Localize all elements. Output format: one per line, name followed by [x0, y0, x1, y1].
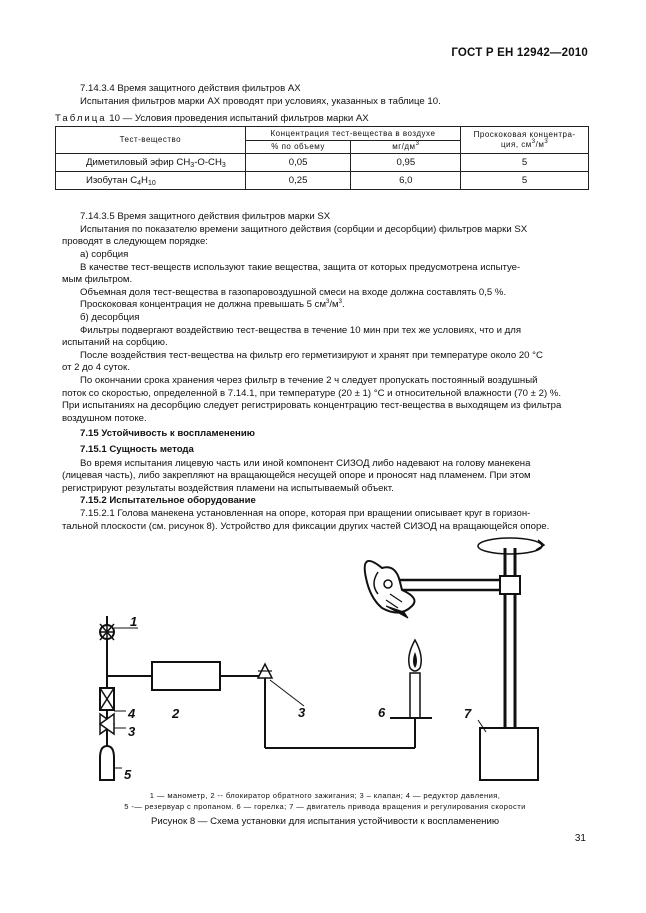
section-7-14-3-5-intro-1: Испытания по показателю времени защитного действия (сорбции и десорбции) фильтров марки SX — [80, 224, 528, 235]
section-7-14-3-5-title: 7.14.3.5 Время защитного действия фильтров марки SX — [80, 211, 331, 222]
figure-legend-line-2: 5 -— резервуар с пропаном. 6 — горелка; 7 — двигатель привода вращения и регулирования скорости — [124, 802, 526, 811]
table-row-2-percent: 0,25 — [245, 172, 351, 190]
header-breakthrough: Проскоковая концентра- ция, $см^3/м^3$ — [461, 127, 589, 154]
section-7-15-1-title: 7.15.1 Сущность метода — [80, 444, 194, 455]
label-3-valve: 3 — [128, 724, 136, 739]
after-exposure-text-1: После воздействия тест-вещества на фильтр его герметизируют и хранят при температуре около 20 °С — [80, 350, 543, 361]
section-7-15-title: 7.15 Устойчивость к воспламенению — [80, 428, 255, 439]
table-row-1-breakthrough: 5 — [461, 154, 589, 172]
page-number: 31 — [574, 833, 586, 844]
propane-tank-icon — [100, 746, 114, 780]
figure-legend — [62, 790, 588, 812]
section-7-15-2-1-text-2: тальной плоскости (см. рисунок 8). Устройство для фиксации других частей СИЗОД на вращающейся опоре. — [62, 521, 550, 532]
figure-8-diagram — [60, 528, 590, 786]
burner-icon — [390, 640, 432, 718]
gas-supply-line — [107, 616, 415, 758]
item-b-desorption: б) десорбция — [80, 312, 140, 323]
storage-text-3: При испытаниях на десорбцию следует регистрировать концентрацию тест-вещества в выходящем из фильтра — [62, 400, 562, 411]
table-row-2-breakthrough: 5 — [461, 172, 589, 190]
label-6: 6 — [378, 705, 386, 720]
document-id: ГОСТ Р ЕН 12942—2010 — [451, 47, 588, 59]
table-row-1-percent: 0,05 — [245, 154, 351, 172]
conditions-table — [55, 126, 589, 190]
section-7-14-3-5-intro-2: проводят в следующем порядке: — [62, 236, 208, 247]
label-3-arrestor: 3 — [298, 705, 306, 720]
table-caption-word: Таблица — [55, 113, 107, 124]
section-7-15-2-1-text-1: 7.15.2.1 Голова манекена установленная на опоре, которая при вращении описывает круг в горизон- — [80, 508, 531, 519]
table-row-1-mg: 0,95 — [351, 154, 461, 172]
label-1: 1 — [130, 614, 138, 629]
table-row-1-substance: Диметиловый эфир $СН_3-О-СН_3$ — [56, 154, 246, 172]
table-row-2-substance: Изобутан $С_4Н_{10}$ — [56, 172, 246, 190]
table-caption — [55, 113, 369, 125]
figure-legend-line-1: 1 — манометр, 2 -- блокиратор обратного зажигания; 3 – клапан; 4 — редуктор давления, — [149, 791, 501, 800]
header-test-substance: Тест-вещество — [56, 127, 246, 154]
figure-caption: Рисунок 8 — Схема установки для испытания устойчивости к воспламенению — [150, 816, 500, 827]
section-7-15-2-title: 7.15.2 Испытательное оборудование — [80, 495, 256, 506]
section-7-15-1-text-1: Во время испытания лицевую часть или иной компонент СИЗОД либо надевают на голову манекена — [80, 458, 531, 469]
item-b-text-1: Фильтры подвергают воздействию тест-вещества в течение 10 мин при тех же условиях, что и для — [80, 325, 522, 336]
pressure-reducer-icon — [100, 688, 114, 710]
table-row-2-mg: 6,0 — [351, 172, 461, 190]
motor-drive-icon — [480, 728, 538, 780]
label-4: 4 — [128, 706, 136, 721]
header-concentration: Концентрация тест-вещества в воздухе — [245, 127, 461, 141]
label-2: 2 — [172, 706, 180, 721]
figure-labels — [114, 614, 486, 782]
volume-fraction-text: Объемная доля тест-вещества в газопаровоздушной смеси на входе должна составлять 0,5 %. — [80, 287, 507, 298]
section-7-15-1-text-2: (лицевая часть), либо закрепляют на вращающейся несущей опоре и проносят над пламенем. При этом — [62, 470, 531, 481]
storage-text-1: По окончании срока хранения через фильтр в течение 2 ч следует пропускать постоянный воздушный — [80, 375, 538, 386]
item-a-text-1: В качестве тест-веществ используют такие вещества, защита от которых предусмотрена испытуе- — [80, 262, 521, 273]
item-a-sorption: а) сорбция — [80, 249, 129, 260]
label-7: 7 — [464, 706, 472, 721]
label-5: 5 — [124, 767, 132, 782]
storage-text-2: поток со скоростью, определенной в 7.14.1, при температуре (20 ± 1) °С и относительной влажности (70 ± 2) %. — [62, 388, 561, 399]
breakthrough-limit-text: Проскоковая концентрация не должна превышать 5 $см^3/м^3$. — [80, 299, 345, 310]
item-a-text-2: мым фильтром. — [62, 274, 133, 285]
section-7-14-3-4-text: Испытания фильтров марки АХ проводят при условиях, указанных в таблице 10. — [80, 96, 441, 107]
manometer-icon — [100, 624, 114, 640]
header-percent: % по объему — [245, 141, 351, 154]
section-7-15-1-text-3: регистрируют результаты воздействия пламени на испытываемый объект. — [62, 483, 394, 494]
flashback-arrestor-icon — [258, 664, 272, 678]
table-caption-text: 10 — Условия проведения испытаний фильтров марки АХ — [109, 113, 369, 124]
item-b-text-2: испытаний на сорбцию. — [62, 337, 168, 348]
storage-text-4: воздушном потоке. — [62, 413, 147, 424]
after-exposure-text-2: от 2 до 4 суток. — [62, 362, 130, 373]
section-7-14-3-4-title: 7.14.3.4 Время защитного действия фильтров АХ — [80, 83, 301, 94]
header-mg: $мг/дм^3$ — [351, 141, 461, 154]
